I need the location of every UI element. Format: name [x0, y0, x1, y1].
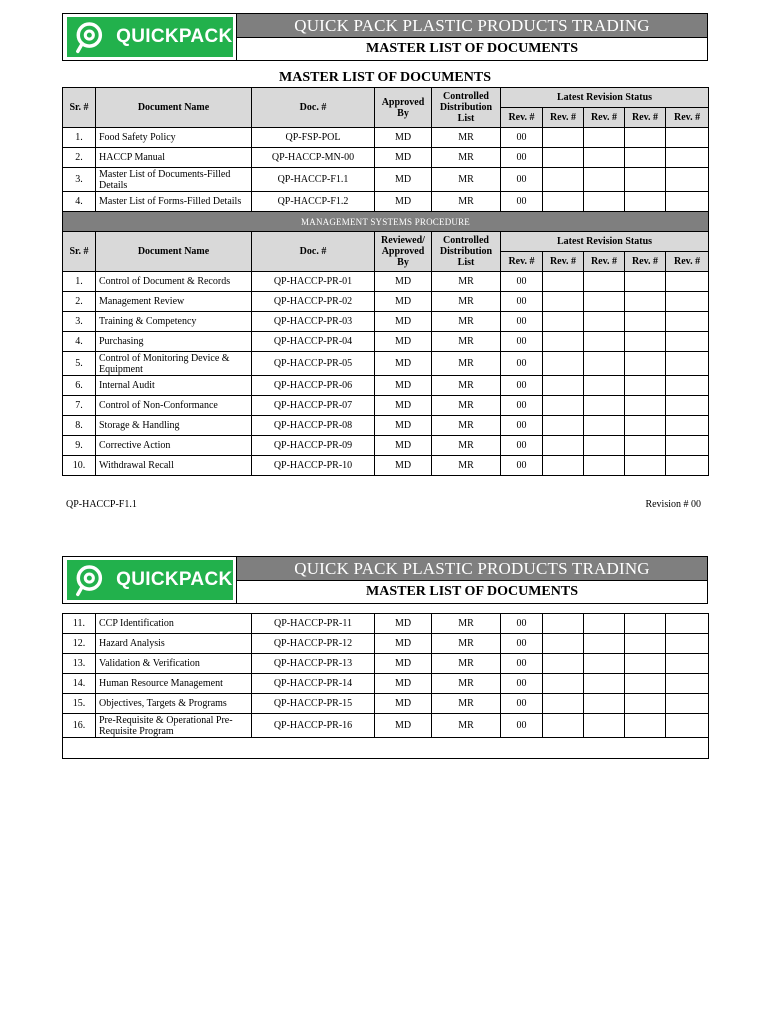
header-document-name: Document Name — [96, 232, 252, 272]
row-revision: 00 — [501, 168, 543, 192]
row-document-name: Internal Audit — [96, 376, 252, 396]
header-approved-by: Approved By — [375, 88, 432, 128]
document-title: MASTER LIST OF DOCUMENTS — [366, 584, 578, 599]
header-doc-number: Doc. # — [252, 88, 375, 128]
row-sr: 6. — [63, 376, 96, 396]
header-rev: Rev. # — [666, 252, 709, 272]
row-distribution: MR — [432, 456, 501, 476]
row-sr: 15. — [63, 694, 96, 714]
row-distribution: MR — [432, 312, 501, 332]
row-document-name: Control of Document & Records — [96, 272, 252, 292]
row-document-name: Pre-Requisite & Operational Pre-Requisite Program — [96, 714, 252, 738]
row-sr: 1. — [63, 128, 96, 148]
row-doc-number: QP-HACCP-PR-10 — [252, 456, 375, 476]
row-doc-number: QP-HACCP-PR-01 — [252, 272, 375, 292]
row-doc-number: QP-HACCP-F1.1 — [252, 168, 375, 192]
table-row — [63, 634, 709, 654]
row-approved-by: MD — [375, 694, 432, 714]
row-approved-by: MD — [375, 292, 432, 312]
row-approved-by: MD — [375, 654, 432, 674]
row-revision: 00 — [501, 694, 543, 714]
row-document-name: Food Safety Policy — [96, 128, 252, 148]
row-sr: 11. — [63, 614, 96, 634]
row-approved-by: MD — [375, 272, 432, 292]
header-document-name: Document Name — [96, 88, 252, 128]
row-revision: 00 — [501, 272, 543, 292]
row-doc-number: QP-HACCP-PR-11 — [252, 614, 375, 634]
table-row — [63, 128, 709, 148]
row-revision: 00 — [501, 292, 543, 312]
quickpack-logo-icon — [73, 563, 106, 597]
row-approved-by: MD — [375, 614, 432, 634]
row-document-name: HACCP Manual — [96, 148, 252, 168]
header-latest-revision-status: Latest Revision Status — [501, 88, 709, 108]
header-latest-revision-status: Latest Revision Status — [501, 232, 709, 252]
row-doc-number: QP-HACCP-PR-16 — [252, 714, 375, 738]
row-sr: 12. — [63, 634, 96, 654]
row-document-name: CCP Identification — [96, 614, 252, 634]
row-document-name: Control of Monitoring Device & Equipment — [96, 352, 252, 376]
section-row — [63, 212, 709, 232]
table-row — [63, 674, 709, 694]
header-sr: Sr. # — [63, 232, 96, 272]
header-sr: Sr. # — [63, 88, 96, 128]
table-row — [63, 168, 709, 192]
row-approved-by: MD — [375, 436, 432, 456]
row-approved-by: MD — [375, 128, 432, 148]
table-row — [63, 436, 709, 456]
row-revision: 00 — [501, 436, 543, 456]
row-doc-number: QP-HACCP-PR-02 — [252, 292, 375, 312]
row-approved-by: MD — [375, 192, 432, 212]
row-revision: 00 — [501, 456, 543, 476]
row-approved-by: MD — [375, 416, 432, 436]
table-row — [63, 292, 709, 312]
row-sr: 9. — [63, 436, 96, 456]
row-sr: 2. — [63, 292, 96, 312]
header-rev: Rev. # — [501, 252, 543, 272]
row-doc-number: QP-HACCP-F1.2 — [252, 192, 375, 212]
row-sr: 3. — [63, 168, 96, 192]
row-revision: 00 — [501, 332, 543, 352]
footer-doc-code: QP-HACCP-F1.1 — [66, 499, 137, 510]
row-sr: 14. — [63, 674, 96, 694]
row-distribution: MR — [432, 292, 501, 312]
row-approved-by: MD — [375, 396, 432, 416]
row-doc-number: QP-HACCP-PR-04 — [252, 332, 375, 352]
row-doc-number: QP-HACCP-PR-06 — [252, 376, 375, 396]
header-rev: Rev. # — [625, 252, 666, 272]
row-revision: 00 — [501, 634, 543, 654]
row-revision: 00 — [501, 192, 543, 212]
row-approved-by: MD — [375, 634, 432, 654]
table-row — [63, 714, 709, 738]
row-distribution: MR — [432, 192, 501, 212]
row-approved-by: MD — [375, 674, 432, 694]
header-rev: Rev. # — [584, 252, 625, 272]
table-row — [63, 376, 709, 396]
row-revision: 00 — [501, 352, 543, 376]
empty-row — [63, 738, 709, 759]
header-rev: Rev. # — [543, 252, 584, 272]
row-approved-by: MD — [375, 148, 432, 168]
row-sr: 2. — [63, 148, 96, 168]
row-sr: 8. — [63, 416, 96, 436]
row-document-name: Validation & Verification — [96, 654, 252, 674]
row-sr: 4. — [63, 192, 96, 212]
row-sr: 10. — [63, 456, 96, 476]
row-doc-number: QP-HACCP-MN-00 — [252, 148, 375, 168]
row-revision: 00 — [501, 674, 543, 694]
row-sr: 1. — [63, 272, 96, 292]
row-distribution: MR — [432, 674, 501, 694]
row-distribution: MR — [432, 272, 501, 292]
row-sr: 5. — [63, 352, 96, 376]
page1-header — [62, 13, 708, 61]
row-sr: 13. — [63, 654, 96, 674]
row-doc-number: QP-HACCP-PR-13 — [252, 654, 375, 674]
row-distribution: MR — [432, 168, 501, 192]
row-revision: 00 — [501, 714, 543, 738]
row-document-name: Corrective Action — [96, 436, 252, 456]
logo — [63, 557, 237, 603]
row-approved-by: MD — [375, 456, 432, 476]
row-distribution: MR — [432, 416, 501, 436]
row-revision: 00 — [501, 312, 543, 332]
row-approved-by: MD — [375, 376, 432, 396]
footer-revision: Revision # 00 — [645, 499, 701, 510]
row-sr: 3. — [63, 312, 96, 332]
row-doc-number: QP-FSP-POL — [252, 128, 375, 148]
row-sr: 16. — [63, 714, 96, 738]
header-doc-number: Doc. # — [252, 232, 375, 272]
header-reviewed-approved-by: Reviewed/ Approved By — [375, 232, 432, 272]
row-document-name: Objectives, Targets & Programs — [96, 694, 252, 714]
section-title: MANAGEMENT SYSTEMS PROCEDURE — [63, 212, 709, 232]
row-distribution: MR — [432, 634, 501, 654]
row-revision: 00 — [501, 614, 543, 634]
logo-text: QUICKPACK — [116, 26, 233, 47]
row-revision: 00 — [501, 396, 543, 416]
table-row — [63, 614, 709, 634]
row-distribution: MR — [432, 332, 501, 352]
row-distribution: MR — [432, 376, 501, 396]
row-doc-number: QP-HACCP-PR-03 — [252, 312, 375, 332]
table-row — [63, 312, 709, 332]
row-distribution: MR — [432, 694, 501, 714]
table-row — [63, 396, 709, 416]
row-distribution: MR — [432, 654, 501, 674]
row-document-name: Human Resource Management — [96, 674, 252, 694]
row-approved-by: MD — [375, 312, 432, 332]
row-revision: 00 — [501, 148, 543, 168]
row-document-name: Control of Non-Conformance — [96, 396, 252, 416]
row-document-name: Storage & Handling — [96, 416, 252, 436]
row-distribution: MR — [432, 436, 501, 456]
row-distribution: MR — [432, 714, 501, 738]
header-distribution-list: Controlled Distribution List — [432, 232, 501, 272]
row-sr: 7. — [63, 396, 96, 416]
row-distribution: MR — [432, 614, 501, 634]
row-revision: 00 — [501, 654, 543, 674]
table-row — [63, 332, 709, 352]
page2-header — [62, 556, 708, 604]
row-doc-number: QP-HACCP-PR-09 — [252, 436, 375, 456]
quickpack-logo-icon — [73, 20, 106, 54]
row-distribution: MR — [432, 396, 501, 416]
row-document-name: Hazard Analysis — [96, 634, 252, 654]
row-distribution: MR — [432, 352, 501, 376]
header-distribution-list: Controlled Distribution List — [432, 88, 501, 128]
row-doc-number: QP-HACCP-PR-05 — [252, 352, 375, 376]
table-row — [63, 148, 709, 168]
header-rev: Rev. # — [584, 108, 625, 128]
row-document-name: Training & Competency — [96, 312, 252, 332]
table-row — [63, 272, 709, 292]
company-name: QUICK PACK PLASTIC PRODUCTS TRADING — [237, 14, 707, 38]
row-document-name: Master List of Forms-Filled Details — [96, 192, 252, 212]
row-doc-number: QP-HACCP-PR-12 — [252, 634, 375, 654]
table-row — [63, 654, 709, 674]
document-title: MASTER LIST OF DOCUMENTS — [366, 41, 578, 56]
row-revision: 00 — [501, 376, 543, 396]
row-distribution: MR — [432, 128, 501, 148]
row-document-name: Purchasing — [96, 332, 252, 352]
documents-table-continued — [62, 613, 709, 759]
table-row — [63, 694, 709, 714]
row-sr: 4. — [63, 332, 96, 352]
row-document-name: Master List of Documents-Filled Details — [96, 168, 252, 192]
row-doc-number: QP-HACCP-PR-14 — [252, 674, 375, 694]
row-approved-by: MD — [375, 714, 432, 738]
main-title: MASTER LIST OF DOCUMENTS — [279, 70, 491, 85]
logo — [63, 14, 237, 60]
row-doc-number: QP-HACCP-PR-08 — [252, 416, 375, 436]
row-approved-by: MD — [375, 352, 432, 376]
header-rev: Rev. # — [625, 108, 666, 128]
logo-text: QUICKPACK — [116, 569, 233, 590]
row-doc-number: QP-HACCP-PR-07 — [252, 396, 375, 416]
table-row — [63, 192, 709, 212]
row-revision: 00 — [501, 416, 543, 436]
header-rev: Rev. # — [543, 108, 584, 128]
row-doc-number: QP-HACCP-PR-15 — [252, 694, 375, 714]
row-distribution: MR — [432, 148, 501, 168]
row-document-name: Withdrawal Recall — [96, 456, 252, 476]
table-row — [63, 352, 709, 376]
table-row — [63, 416, 709, 436]
row-revision: 00 — [501, 128, 543, 148]
documents-table — [62, 87, 709, 476]
row-document-name: Management Review — [96, 292, 252, 312]
row-approved-by: MD — [375, 332, 432, 352]
row-approved-by: MD — [375, 168, 432, 192]
company-name: QUICK PACK PLASTIC PRODUCTS TRADING — [237, 557, 707, 581]
header-rev: Rev. # — [501, 108, 543, 128]
table-row — [63, 456, 709, 476]
header-rev: Rev. # — [666, 108, 709, 128]
